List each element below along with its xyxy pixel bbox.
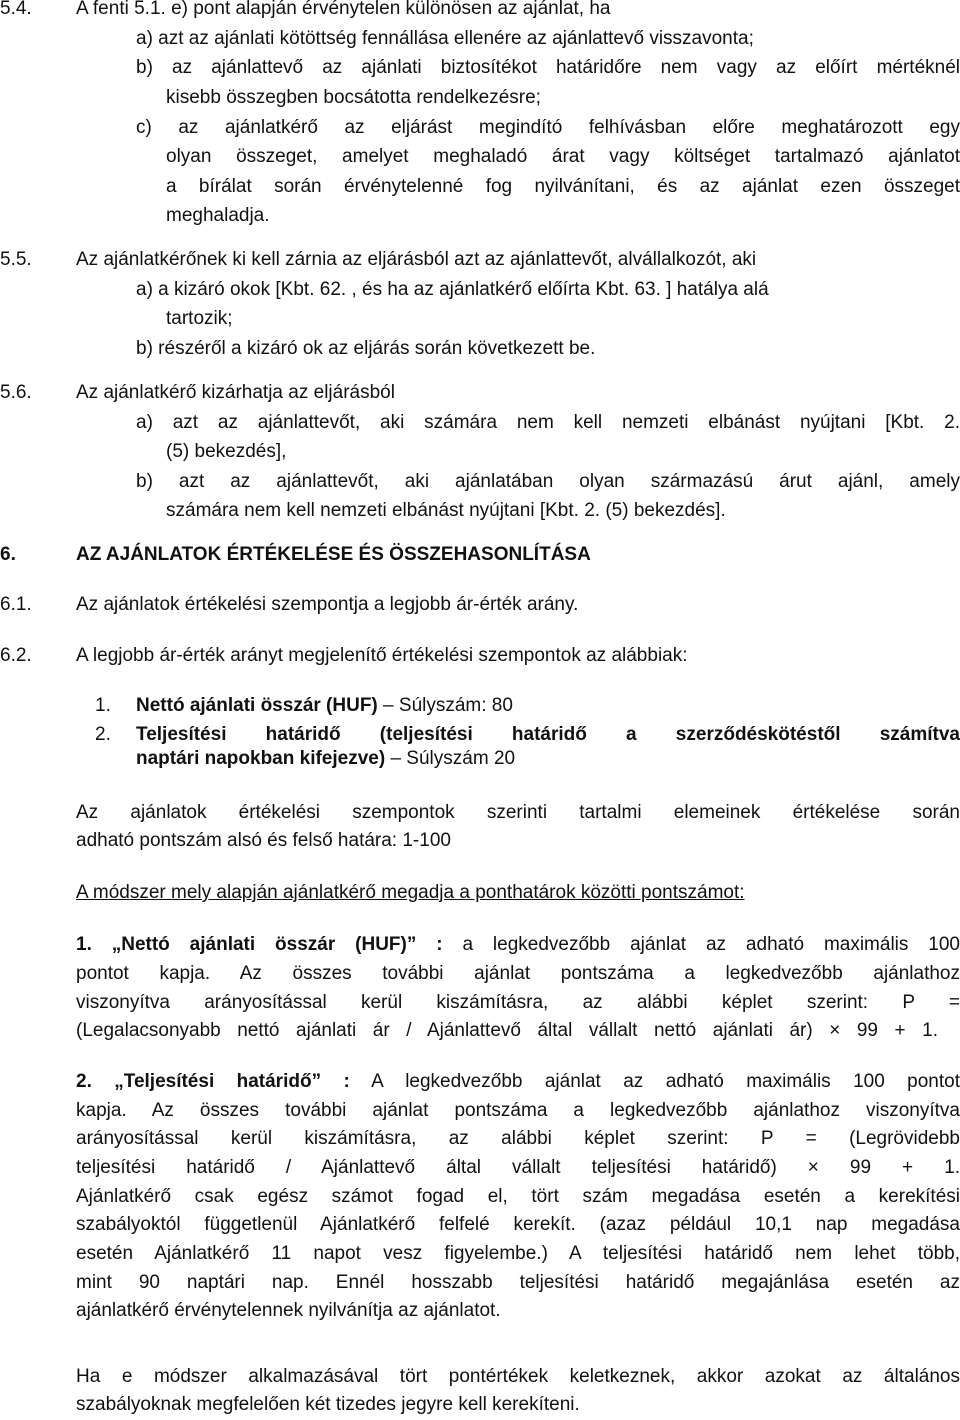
section-6-2-number: 6.2. [0,645,32,666]
section-6-2-text: A legjobb ár-érték arányt megjelenítő értékelési szempontok az alábbiak: [76,645,688,666]
section-5-6-number: 5.6. [0,382,32,403]
section-6-1-text: Az ajánlatok értékelési szempontja a legjobb ár-érték arány. [76,594,579,615]
section-5-4-intro: A fenti 5.1. e) pont alapján érvénytelen különösen az ajánlat, ha [76,0,611,19]
criterion-2-name: Teljesítési határidő (teljesítési határidő a szerződéskötéstől számítva [136,724,960,745]
section-5-4-item-b-cont: kisebb összegben bocsátotta rendelkezésre; [166,87,541,108]
method-2-line3: arányosítással kerül kiszámításra, az alábbi képlet szerint: P = (Legrövidebb [76,1128,960,1149]
method-2-line1-text: A legkedvezőbb ajánlat az adható maximális 100 pontot [349,1071,960,1092]
criterion-2-name-cont: naptári napokban kifejezve) [136,748,386,769]
section-5-6-item-b: b) azt az ajánlattevőt, aki ajánlatában olyan származású árut ajánl, amely [136,471,960,492]
method-1-line1-text: a legkedvezőbb ajánlat az adható maximális 100 [442,934,960,955]
section-5-4-item-a: a) azt az ajánlati kötöttség fennállása ellenére az ajánlattevő visszavonta; [136,28,754,49]
section-5-5-item-a: a) a kizáró okok [Kbt. 62. , és ha az ajánlatkérő előírta Kbt. 63. ] hatálya alá [136,279,769,300]
closing-line1: Ha e módszer alkalmazásával tört pontértékek keletkeznek, akkor azokat az általános [76,1366,960,1387]
closing-line2: szabályoknak megfelelően két tizedes jegyre kell kerekíteni. [76,1394,580,1415]
section-5-4-number: 5.4. [0,0,32,19]
criterion-2-number: 2. [95,724,111,745]
method-2-line6: szabályoktól függetlenül Ajánlatkérő felfelé kerekít. (azaz például 10,1 nap megadása [76,1214,960,1235]
section-5-4-item-c: c) az ajánlatkérő az eljárást megindító felhívásban előre meghatározott egy [136,117,960,138]
section-5-5-item-a-cont: tartozik; [166,308,233,329]
method-1-label: 1. „Nettó ajánlati összár (HUF)” : [76,934,443,955]
section-6-title: AZ AJÁNLATOK ÉRTÉKELÉSE ÉS ÖSSZEHASONLÍTÁSA [76,544,591,565]
section-5-5-intro: Az ajánlatkérőnek ki kell zárnia az eljárásból azt az ajánlattevőt, alvállalkozót, aki [76,249,757,270]
criterion-1 [136,691,513,721]
method-2-line4: teljesítési határidő / Ajánlattevő által vállalt teljesítési határidő) × 99 + 1. [76,1157,960,1178]
section-5-6-item-a: a) azt az ajánlattevőt, aki számára nem kell nemzeti elbánást nyújtani [Kbt. 2. [136,412,960,433]
method-2-line5: Ajánlatkérő csak egész számot fogad el, tört szám megadása esetén a kerekítési [76,1186,960,1207]
section-5-4-item-c-line3: a bírálat során érvénytelenné fog nyilvánítani, és az ajánlat ezen összeget [166,176,960,197]
method-1-line4: (Legalacsonyabb nettó ajánlati ár / Ajánlattevő által vállalt nettó ajánlati ár) × 99 + 1. [76,1020,938,1041]
section-5-5-number: 5.5. [0,249,32,270]
method-heading: A módszer mely alapján ajánlatkérő megadja a ponthatárok közötti pontszámot: [76,882,745,903]
method-2-label: 2. „Teljesítési határidő” : [76,1071,350,1092]
method-1-line3: viszonyítva arányosítással kerül kiszámításra, az alábbi képlet szerint: P = [76,992,960,1013]
method-1-line2: pontot kapja. Az összes további ajánlat pontszáma a legkedvezőbb ajánlathoz [76,963,960,984]
score-range-line1: Az ajánlatok értékelési szempontok szerinti tartalmi elemeinek értékelése során [76,802,960,823]
method-2-line2: kapja. Az összes további ajánlat pontszáma a legkedvezőbb ajánlathoz viszonyítva [76,1100,960,1121]
section-6-1-number: 6.1. [0,594,32,615]
method-2-line8: mint 90 naptári nap. Ennél hosszabb teljesítési határidő megajánlása esetén az [76,1272,960,1293]
score-range-line2: adható pontszám alsó és felső határa: 1-100 [76,830,451,851]
criterion-1-name: Nettó ajánlati összár (HUF) [136,695,378,716]
section-5-6-item-b-cont: számára nem kell nemzeti elbánást nyújtani [Kbt. 2. (5) bekezdés]. [166,500,726,521]
criterion-2-cont [136,744,515,774]
section-5-4-item-b: b) az ajánlattevő az ajánlati biztosítékot határidőre nem vagy az előírt mértéknél [136,57,960,78]
method-2-line7: esetén Ajánlatkérő 11 napot vesz figyelembe.) A teljesítési határidő nem lehet több, [76,1243,960,1264]
criterion-2-weight: – Súlyszám 20 [385,748,516,769]
method-2-line1 [76,1067,960,1097]
section-5-6-item-a-cont: (5) bekezdés], [166,441,287,462]
section-5-4-item-c-line4: meghaladja. [166,205,270,226]
criterion-1-number: 1. [95,695,111,716]
section-5-5-item-b: b) részéről a kizáró ok az eljárás során következett be. [136,338,596,359]
method-1-line1 [76,930,960,960]
section-5-4-item-c-line2: olyan összeget, amelyet meghaladó árat vagy költséget tartalmazó ajánlatot [166,146,960,167]
criterion-1-weight: – Súlyszám: 80 [377,695,513,716]
section-6-number: 6. [0,544,16,565]
section-5-6-intro: Az ajánlatkérő kizárhatja az eljárásból [76,382,395,403]
method-2-line9: ajánlatkérő érvénytelennek nyilvánítja az ajánlatot. [76,1300,501,1321]
